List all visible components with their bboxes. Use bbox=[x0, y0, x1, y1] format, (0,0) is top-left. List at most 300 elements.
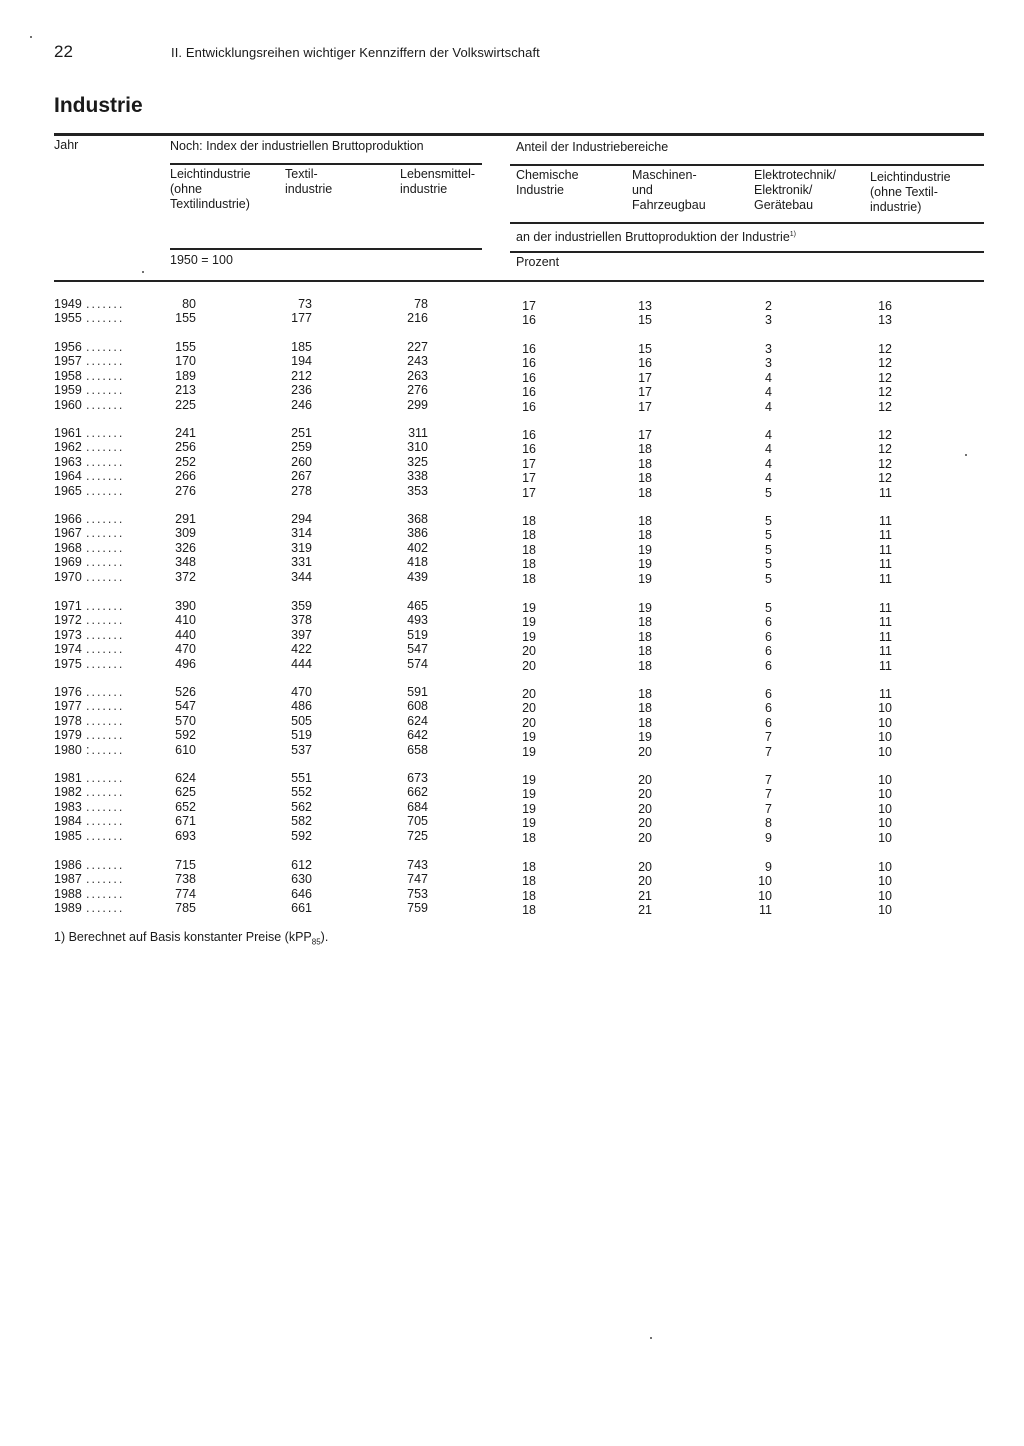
cell-lebensmittelindustrie: 642 bbox=[407, 728, 428, 743]
table-header-bottom-rule bbox=[54, 280, 984, 282]
cell-maschinenbau: 18 bbox=[638, 471, 652, 486]
leader-dots: ....... bbox=[86, 599, 125, 613]
cell-maschinenbau: 18 bbox=[638, 629, 652, 644]
table-row bbox=[0, 555, 1024, 570]
cell-maschinenbau: 18 bbox=[638, 485, 652, 500]
year-cell: 1967 bbox=[54, 526, 82, 541]
cell-leichtindustrie-share: 12 bbox=[878, 342, 892, 356]
cell-leichtindustrie-share: 12 bbox=[878, 356, 892, 371]
cell-maschinenbau: 18 bbox=[638, 715, 652, 730]
cell-textilindustrie: 267 bbox=[291, 469, 312, 484]
cell-textilindustrie: 185 bbox=[291, 340, 312, 354]
cell-chemische-industrie: 16 bbox=[522, 342, 536, 356]
rule-index-unit bbox=[170, 248, 482, 250]
cell-leichtindustrie-index: 266 bbox=[175, 469, 196, 484]
cell-elektrotechnik: 4 bbox=[765, 428, 772, 442]
cell-textilindustrie: 486 bbox=[291, 699, 312, 714]
cell-leichtindustrie-share: 11 bbox=[879, 485, 892, 500]
cell-textilindustrie: 470 bbox=[291, 685, 312, 699]
cell-chemische-industrie: 20 bbox=[522, 644, 536, 659]
cell-maschinenbau: 18 bbox=[638, 528, 652, 543]
cell-lebensmittelindustrie: 299 bbox=[407, 397, 428, 412]
cell-maschinenbau: 15 bbox=[638, 342, 652, 356]
year-cell: 1955 bbox=[54, 311, 82, 326]
cell-elektrotechnik: 6 bbox=[765, 615, 772, 630]
cell-leichtindustrie-index: 252 bbox=[175, 454, 196, 469]
cell-leichtindustrie-index: 276 bbox=[175, 483, 196, 498]
cell-maschinenbau: 19 bbox=[638, 571, 652, 586]
year-cell: 1962 bbox=[54, 440, 82, 455]
cell-leichtindustrie-share: 10 bbox=[878, 816, 892, 831]
leader-dots: ....... bbox=[86, 368, 125, 383]
year-cell: 1977 bbox=[54, 699, 82, 714]
cell-leichtindustrie-index: 610 bbox=[175, 742, 196, 757]
cell-textilindustrie: 505 bbox=[291, 713, 312, 728]
cell-lebensmittelindustrie: 743 bbox=[407, 858, 428, 872]
cell-maschinenbau: 19 bbox=[638, 601, 652, 615]
cell-leichtindustrie-index: 155 bbox=[175, 340, 196, 354]
cell-elektrotechnik: 2 bbox=[765, 299, 772, 313]
column-header-year: Jahr bbox=[54, 138, 79, 152]
cell-leichtindustrie-share: 10 bbox=[878, 903, 892, 918]
year-cell: 1969 bbox=[54, 555, 82, 570]
cell-leichtindustrie-share: 10 bbox=[878, 787, 892, 802]
section-title: Industrie bbox=[54, 94, 143, 117]
cell-chemische-industrie: 17 bbox=[522, 456, 536, 471]
cell-textilindustrie: 397 bbox=[291, 627, 312, 642]
cell-leichtindustrie-share: 10 bbox=[878, 830, 892, 845]
cell-leichtindustrie-index: 241 bbox=[175, 426, 196, 440]
cell-elektrotechnik: 10 bbox=[758, 874, 772, 889]
cell-leichtindustrie-index: 774 bbox=[175, 886, 196, 901]
cell-lebensmittelindustrie: 658 bbox=[407, 742, 428, 757]
cell-leichtindustrie-share: 11 bbox=[879, 629, 892, 644]
cell-chemische-industrie: 16 bbox=[522, 356, 536, 371]
cell-maschinenbau: 13 bbox=[638, 299, 652, 313]
cell-chemische-industrie: 18 bbox=[522, 860, 536, 874]
leader-dots: ....... bbox=[86, 469, 125, 484]
cell-maschinenbau: 20 bbox=[638, 874, 652, 889]
table-row bbox=[0, 657, 1024, 672]
year-cell: 1956 bbox=[54, 340, 82, 354]
table-row bbox=[0, 714, 1024, 729]
cell-elektrotechnik: 6 bbox=[765, 687, 772, 701]
year-cell: 1979 bbox=[54, 728, 82, 743]
cell-elektrotechnik: 4 bbox=[765, 471, 772, 486]
cell-chemische-industrie: 18 bbox=[522, 874, 536, 889]
cell-leichtindustrie-share: 13 bbox=[878, 313, 892, 328]
cell-chemische-industrie: 16 bbox=[522, 385, 536, 400]
cell-leichtindustrie-share: 10 bbox=[878, 701, 892, 716]
group-header-share: Anteil der Industriebereiche bbox=[516, 140, 669, 154]
table-row bbox=[0, 814, 1024, 829]
cell-chemische-industrie: 19 bbox=[522, 615, 536, 630]
cell-leichtindustrie-share: 16 bbox=[878, 299, 892, 313]
cell-textilindustrie: 251 bbox=[291, 426, 312, 440]
cell-chemische-industrie: 18 bbox=[522, 514, 536, 528]
cell-elektrotechnik: 3 bbox=[765, 313, 772, 328]
cell-textilindustrie: 582 bbox=[291, 814, 312, 829]
cell-elektrotechnik: 9 bbox=[765, 860, 772, 874]
cell-maschinenbau: 19 bbox=[638, 557, 652, 572]
year-cell: 1958 bbox=[54, 368, 82, 383]
cell-leichtindustrie-index: 715 bbox=[175, 858, 196, 872]
footnote: 1) Berechnet auf Basis konstanter Preise (kPP$_{85}$). bbox=[54, 930, 329, 947]
leader-dots: ....... bbox=[86, 483, 125, 498]
cell-lebensmittelindustrie: 368 bbox=[407, 512, 428, 526]
table-row bbox=[0, 311, 1024, 326]
cell-textilindustrie: 260 bbox=[291, 454, 312, 469]
leader-dots: ....... bbox=[86, 454, 125, 469]
cell-lebensmittelindustrie: 418 bbox=[407, 555, 428, 570]
column-header-textilindustrie: Textil- industrie bbox=[285, 167, 333, 196]
cell-chemische-industrie: 16 bbox=[522, 313, 536, 328]
cell-maschinenbau: 20 bbox=[638, 801, 652, 816]
cell-textilindustrie: 194 bbox=[291, 354, 312, 369]
leader-dots: ....... bbox=[86, 569, 125, 584]
cell-chemische-industrie: 19 bbox=[522, 801, 536, 816]
cell-textilindustrie: 537 bbox=[291, 742, 312, 757]
cell-lebensmittelindustrie: 386 bbox=[407, 526, 428, 541]
leader-dots: ....... bbox=[86, 713, 125, 728]
year-cell: 1959 bbox=[54, 383, 82, 398]
cell-chemische-industrie: 19 bbox=[522, 773, 536, 787]
cell-maschinenbau: 18 bbox=[638, 658, 652, 673]
cell-lebensmittelindustrie: 624 bbox=[407, 713, 428, 728]
cell-chemische-industrie: 18 bbox=[522, 888, 536, 903]
cell-chemische-industrie: 16 bbox=[522, 442, 536, 457]
cell-chemische-industrie: 20 bbox=[522, 687, 536, 701]
leader-dots: ....... bbox=[86, 397, 125, 412]
cell-maschinenbau: 21 bbox=[638, 888, 652, 903]
cell-textilindustrie: 314 bbox=[291, 526, 312, 541]
table-row bbox=[0, 613, 1024, 628]
cell-chemische-industrie: 16 bbox=[522, 370, 536, 385]
leader-dots: ....... bbox=[86, 828, 125, 843]
cell-maschinenbau: 20 bbox=[638, 773, 652, 787]
cell-textilindustrie: 422 bbox=[291, 642, 312, 657]
column-header-elektrotechnik: Elektrotechnik/ Elektronik/ Gerätebau bbox=[754, 168, 836, 212]
cell-chemische-industrie: 19 bbox=[522, 787, 536, 802]
year-cell: 1989 bbox=[54, 901, 82, 916]
cell-leichtindustrie-share: 12 bbox=[878, 471, 892, 486]
cell-textilindustrie: 519 bbox=[291, 728, 312, 743]
table-row bbox=[0, 484, 1024, 499]
leader-dots: ....... bbox=[86, 311, 125, 326]
table-row bbox=[0, 887, 1024, 902]
cell-leichtindustrie-share: 11 bbox=[879, 514, 892, 528]
cell-elektrotechnik: 6 bbox=[765, 644, 772, 659]
table-top-rule bbox=[54, 133, 984, 136]
cell-maschinenbau: 19 bbox=[638, 730, 652, 745]
cell-lebensmittelindustrie: 673 bbox=[407, 771, 428, 785]
cell-lebensmittelindustrie: 759 bbox=[407, 901, 428, 916]
cell-chemische-industrie: 19 bbox=[522, 744, 536, 759]
table-row bbox=[0, 599, 1024, 614]
cell-elektrotechnik: 7 bbox=[765, 744, 772, 759]
cell-elektrotechnik: 6 bbox=[765, 715, 772, 730]
table-row bbox=[0, 699, 1024, 714]
leader-dots: ....... bbox=[86, 383, 125, 398]
cell-lebensmittelindustrie: 705 bbox=[407, 814, 428, 829]
table-row bbox=[0, 297, 1024, 312]
rule-share-note bbox=[510, 222, 984, 224]
year-cell: 1968 bbox=[54, 540, 82, 555]
cell-leichtindustrie-share: 10 bbox=[878, 730, 892, 745]
leader-dots: ....... bbox=[86, 426, 125, 440]
cell-leichtindustrie-share: 11 bbox=[879, 571, 892, 586]
cell-leichtindustrie-index: 785 bbox=[175, 901, 196, 916]
cell-leichtindustrie-index: 170 bbox=[175, 354, 196, 369]
rule-index-group bbox=[170, 163, 482, 165]
cell-leichtindustrie-share: 10 bbox=[878, 874, 892, 889]
cell-leichtindustrie-share: 11 bbox=[879, 644, 892, 659]
cell-textilindustrie: 246 bbox=[291, 397, 312, 412]
cell-lebensmittelindustrie: 216 bbox=[407, 311, 428, 326]
cell-textilindustrie: 259 bbox=[291, 440, 312, 455]
year-cell: 1966 bbox=[54, 512, 82, 526]
cell-chemische-industrie: 16 bbox=[522, 428, 536, 442]
year-cell: 1949 bbox=[54, 297, 82, 311]
cell-maschinenbau: 17 bbox=[638, 399, 652, 414]
cell-elektrotechnik: 3 bbox=[765, 342, 772, 356]
cell-elektrotechnik: 3 bbox=[765, 356, 772, 371]
rule-share-group bbox=[510, 164, 984, 166]
leader-dots: ....... bbox=[86, 685, 125, 699]
cell-leichtindustrie-index: 671 bbox=[175, 814, 196, 829]
cell-lebensmittelindustrie: 439 bbox=[407, 569, 428, 584]
cell-lebensmittelindustrie: 591 bbox=[407, 685, 428, 699]
leader-dots: ....... bbox=[86, 858, 125, 872]
cell-leichtindustrie-share: 12 bbox=[878, 428, 892, 442]
cell-elektrotechnik: 6 bbox=[765, 658, 772, 673]
year-cell: 1980 bbox=[54, 742, 82, 757]
cell-leichtindustrie-index: 189 bbox=[175, 368, 196, 383]
leader-dots: ....... bbox=[86, 642, 125, 657]
table-row bbox=[0, 398, 1024, 413]
cell-chemische-industrie: 18 bbox=[522, 542, 536, 557]
year-cell: 1976 bbox=[54, 685, 82, 699]
cell-chemische-industrie: 17 bbox=[522, 471, 536, 486]
cell-lebensmittelindustrie: 338 bbox=[407, 469, 428, 484]
cell-maschinenbau: 18 bbox=[638, 701, 652, 716]
leader-dots: ....... bbox=[86, 555, 125, 570]
year-cell: 1974 bbox=[54, 642, 82, 657]
cell-elektrotechnik: 4 bbox=[765, 385, 772, 400]
year-cell: 1987 bbox=[54, 872, 82, 887]
cell-textilindustrie: 331 bbox=[291, 555, 312, 570]
cell-textilindustrie: 236 bbox=[291, 383, 312, 398]
cell-lebensmittelindustrie: 353 bbox=[407, 483, 428, 498]
cell-elektrotechnik: 6 bbox=[765, 629, 772, 644]
table-row bbox=[0, 872, 1024, 887]
leader-dots: ....... bbox=[86, 526, 125, 541]
leader-dots: ....... bbox=[86, 340, 125, 354]
cell-leichtindustrie-index: 693 bbox=[175, 828, 196, 843]
cell-chemische-industrie: 17 bbox=[522, 299, 536, 313]
cell-lebensmittelindustrie: 263 bbox=[407, 368, 428, 383]
cell-lebensmittelindustrie: 608 bbox=[407, 699, 428, 714]
cell-maschinenbau: 18 bbox=[638, 615, 652, 630]
cell-chemische-industrie: 17 bbox=[522, 485, 536, 500]
table-row bbox=[0, 469, 1024, 484]
leader-dots: ....... bbox=[86, 540, 125, 555]
cell-lebensmittelindustrie: 276 bbox=[407, 383, 428, 398]
cell-textilindustrie: 359 bbox=[291, 599, 312, 613]
table-row bbox=[0, 426, 1024, 441]
cell-leichtindustrie-index: 256 bbox=[175, 440, 196, 455]
leader-dots: ....... bbox=[86, 440, 125, 455]
year-cell: 1961 bbox=[54, 426, 82, 440]
cell-textilindustrie: 444 bbox=[291, 656, 312, 671]
cell-lebensmittelindustrie: 465 bbox=[407, 599, 428, 613]
year-cell: 1981 bbox=[54, 771, 82, 785]
leader-dots: ....... bbox=[86, 799, 125, 814]
year-cell: 1986 bbox=[54, 858, 82, 872]
cell-leichtindustrie-share: 12 bbox=[878, 385, 892, 400]
cell-textilindustrie: 552 bbox=[291, 785, 312, 800]
year-cell: 1973 bbox=[54, 627, 82, 642]
cell-leichtindustrie-share: 12 bbox=[878, 399, 892, 414]
cell-chemische-industrie: 19 bbox=[522, 816, 536, 831]
year-cell: 1971 bbox=[54, 599, 82, 613]
cell-leichtindustrie-index: 652 bbox=[175, 799, 196, 814]
table-row bbox=[0, 369, 1024, 384]
share-note: an der industriellen Bruttoproduktion der Industrie$^{1)}$ bbox=[516, 230, 797, 245]
cell-leichtindustrie-index: 348 bbox=[175, 555, 196, 570]
cell-elektrotechnik: 4 bbox=[765, 370, 772, 385]
rule-share-unit bbox=[510, 251, 984, 253]
cell-chemische-industrie: 20 bbox=[522, 715, 536, 730]
leader-dots: ....... bbox=[86, 872, 125, 887]
cell-textilindustrie: 551 bbox=[291, 771, 312, 785]
cell-textilindustrie: 612 bbox=[291, 858, 312, 872]
table-row bbox=[0, 901, 1024, 916]
table-row bbox=[0, 340, 1024, 355]
cell-leichtindustrie-index: 410 bbox=[175, 613, 196, 628]
cell-lebensmittelindustrie: 753 bbox=[407, 886, 428, 901]
column-header-chemische-industrie: Chemische Industrie bbox=[516, 168, 579, 197]
cell-leichtindustrie-index: 225 bbox=[175, 397, 196, 412]
cell-lebensmittelindustrie: 725 bbox=[407, 828, 428, 843]
cell-elektrotechnik: 11 bbox=[759, 903, 772, 918]
cell-leichtindustrie-index: 309 bbox=[175, 526, 196, 541]
table-row bbox=[0, 858, 1024, 873]
cell-maschinenbau: 15 bbox=[638, 313, 652, 328]
cell-elektrotechnik: 7 bbox=[765, 801, 772, 816]
cell-leichtindustrie-index: 390 bbox=[175, 599, 196, 613]
cell-leichtindustrie-share: 11 bbox=[879, 528, 892, 543]
year-cell: 1960 bbox=[54, 397, 82, 412]
cell-elektrotechnik: 4 bbox=[765, 399, 772, 414]
cell-elektrotechnik: 7 bbox=[765, 773, 772, 787]
cell-leichtindustrie-share: 10 bbox=[878, 888, 892, 903]
cell-maschinenbau: 19 bbox=[638, 542, 652, 557]
cell-textilindustrie: 646 bbox=[291, 886, 312, 901]
cell-leichtindustrie-share: 11 bbox=[879, 542, 892, 557]
cell-maschinenbau: 20 bbox=[638, 816, 652, 831]
cell-chemische-industrie: 20 bbox=[522, 701, 536, 716]
cell-lebensmittelindustrie: 519 bbox=[407, 627, 428, 642]
cell-leichtindustrie-share: 10 bbox=[878, 744, 892, 759]
cell-maschinenbau: 20 bbox=[638, 830, 652, 845]
table-row bbox=[0, 642, 1024, 657]
cell-elektrotechnik: 4 bbox=[765, 442, 772, 457]
cell-textilindustrie: 319 bbox=[291, 540, 312, 555]
cell-leichtindustrie-share: 11 bbox=[879, 687, 892, 701]
cell-leichtindustrie-index: 440 bbox=[175, 627, 196, 642]
cell-maschinenbau: 20 bbox=[638, 787, 652, 802]
cell-elektrotechnik: 7 bbox=[765, 730, 772, 745]
cell-textilindustrie: 661 bbox=[291, 901, 312, 916]
cell-textilindustrie: 212 bbox=[291, 368, 312, 383]
cell-chemische-industrie: 18 bbox=[522, 830, 536, 845]
cell-lebensmittelindustrie: 684 bbox=[407, 799, 428, 814]
cell-chemische-industrie: 18 bbox=[522, 903, 536, 918]
cell-leichtindustrie-share: 11 bbox=[879, 601, 892, 615]
footnote-marker: 1) bbox=[789, 231, 797, 238]
cell-leichtindustrie-share: 10 bbox=[878, 801, 892, 816]
cell-elektrotechnik: 4 bbox=[765, 456, 772, 471]
cell-maschinenbau: 20 bbox=[638, 860, 652, 874]
cell-textilindustrie: 278 bbox=[291, 483, 312, 498]
cell-elektrotechnik: 5 bbox=[765, 528, 772, 543]
cell-leichtindustrie-index: 470 bbox=[175, 642, 196, 657]
leader-dots: ....... bbox=[86, 814, 125, 829]
cell-elektrotechnik: 5 bbox=[765, 571, 772, 586]
cell-chemische-industrie: 19 bbox=[522, 730, 536, 745]
cell-maschinenbau: 16 bbox=[638, 356, 652, 371]
cell-chemische-industrie: 19 bbox=[522, 629, 536, 644]
cell-leichtindustrie-index: 496 bbox=[175, 656, 196, 671]
cell-lebensmittelindustrie: 574 bbox=[407, 656, 428, 671]
table-row bbox=[0, 512, 1024, 527]
cell-elektrotechnik: 7 bbox=[765, 787, 772, 802]
table-row bbox=[0, 800, 1024, 815]
year-cell: 1965 bbox=[54, 483, 82, 498]
unit-share: Prozent bbox=[516, 255, 560, 269]
running-header: II. Entwicklungsreihen wichtiger Kennziffern der Volkswirtschaft bbox=[171, 45, 540, 60]
leader-dots: ....... bbox=[86, 627, 125, 642]
table-row bbox=[0, 570, 1024, 585]
scan-speck bbox=[142, 271, 144, 273]
leader-dots: ....... bbox=[86, 354, 125, 369]
table-row bbox=[0, 541, 1024, 556]
cell-lebensmittelindustrie: 227 bbox=[407, 340, 428, 354]
leader-dots: ....... bbox=[86, 771, 125, 785]
leader-dots: ....... bbox=[86, 785, 125, 800]
cell-maschinenbau: 18 bbox=[638, 514, 652, 528]
cell-maschinenbau: 17 bbox=[638, 370, 652, 385]
cell-lebensmittelindustrie: 310 bbox=[407, 440, 428, 455]
scan-speck bbox=[965, 454, 967, 456]
table-row bbox=[0, 628, 1024, 643]
table-row bbox=[0, 526, 1024, 541]
cell-maschinenbau: 18 bbox=[638, 644, 652, 659]
column-header-maschinenbau: Maschinen- und Fahrzeugbau bbox=[632, 168, 706, 212]
cell-leichtindustrie-share: 10 bbox=[878, 860, 892, 874]
cell-lebensmittelindustrie: 243 bbox=[407, 354, 428, 369]
cell-leichtindustrie-share: 10 bbox=[878, 715, 892, 730]
column-header-leichtindustrie-share: Leichtindustrie (ohne Textil- industrie) bbox=[870, 170, 951, 214]
year-cell: 1963 bbox=[54, 454, 82, 469]
year-cell: 1984 bbox=[54, 814, 82, 829]
table-row bbox=[0, 785, 1024, 800]
cell-lebensmittelindustrie: 311 bbox=[408, 426, 428, 440]
cell-leichtindustrie-index: 80 bbox=[182, 297, 196, 311]
year-cell: 1978 bbox=[54, 713, 82, 728]
year-cell: 1982 bbox=[54, 785, 82, 800]
